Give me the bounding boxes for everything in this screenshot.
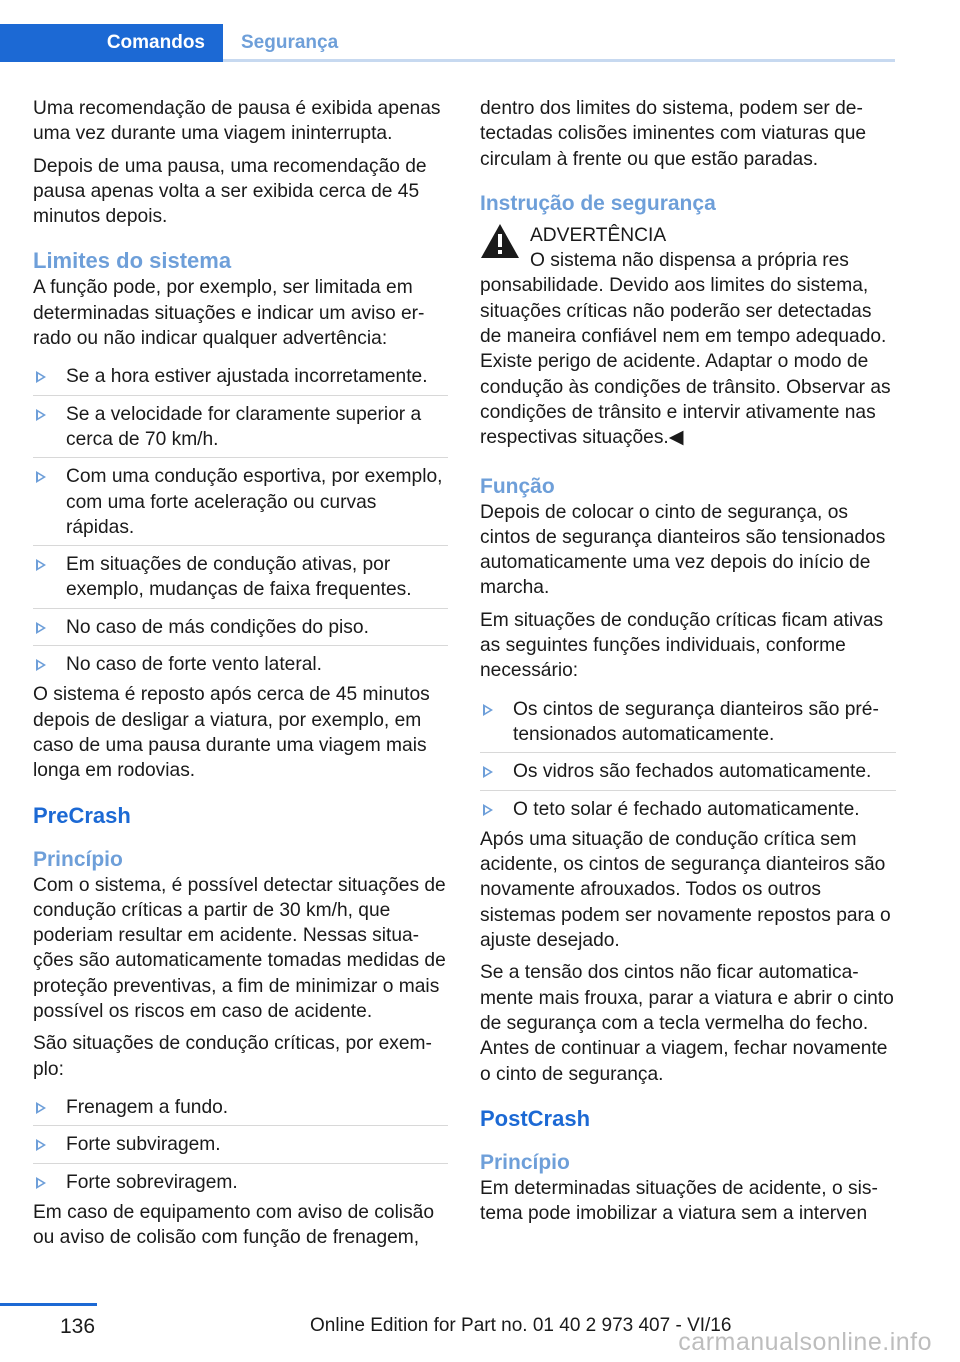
list-item: Com uma condução esportiva, por exemplo, com uma forte aceleração ou curvas rápidas. [33,457,448,545]
list-item: Forte subviragem. [33,1125,448,1162]
heading-principio: Princípio [480,1150,570,1174]
heading-precrash: PreCrash [33,802,131,828]
triangle-bullet-icon [36,1139,46,1151]
warning-line: O sistema não dispensa a própria res [530,250,849,272]
footer-edition: Online Edition for Part no. 01 40 2 973 407 - VI/16 [310,1315,732,1336]
paragraph: A função pode, por exemplo, ser limitada em determinadas situações e indicar um aviso errado ou não indicar qualquer advertência: [33,277,425,350]
footer-rule [0,1303,97,1306]
list-item: Frenagem a fundo. [33,1089,448,1125]
paragraph: Depois de colocar o cinto de segurança, os cintos de segurança dianteiros são tensionados automaticamente uma vez depois do início de marcha. [480,501,886,599]
right-column [480,96,896,1233]
bullet-list [480,691,896,827]
triangle-bullet-icon [36,659,46,671]
header-tabbar [0,24,895,62]
paragraph: Em situações de condução críticas ficam ativas as seguintes funções individuais, conforme necessário: [480,609,884,682]
triangle-bullet-icon [36,622,46,634]
watermark: carmanualsonline.info [678,1328,932,1356]
list-item: No caso de forte vento lateral. [33,645,448,682]
paragraph: Uma recomendação de pausa é exibida apenas uma vez durante uma viagem ininterrupta. [33,98,441,145]
paragraph: Se a tensão dos cintos não ficar automaticamente mais frouxa, parar a viatura e abrir o cinto de segurança com a tecla vermelha do fecho. Antes de continuar a viagem, fechar novamente o cinto de segurança. [480,962,894,1085]
list-item: No caso de más condições do piso. [33,608,448,645]
heading-instrucao: Instrução de segurança [480,191,716,215]
paragraph: Em determinadas situações de acidente, o sistema pode imobilizar a viatura sem a interven [480,1177,878,1225]
triangle-bullet-icon [483,766,493,778]
paragraph: O sistema é reposto após cerca de 45 minutos depois de desligar a viatura, por exemplo, em caso de uma pausa durante uma viagem mais longa em rodovias. [33,684,430,782]
list-item: O teto solar é fechado automaticamente. [480,790,896,827]
triangle-bullet-icon [36,471,46,483]
heading-postcrash: PostCrash [480,1105,591,1131]
bullet-list [33,358,448,682]
triangle-bullet-icon [36,409,46,421]
list-item: Em situações de condução ativas, por exemplo, mudanças de faixa frequentes. [33,545,448,608]
triangle-bullet-icon [36,559,46,571]
tab-comandos[interactable]: Comandos [0,24,223,62]
bullet-list [33,1089,448,1200]
triangle-bullet-icon [483,704,493,716]
list-item: Os cintos de segurança dianteiros são pré-tensionados automaticamente. [480,691,896,753]
triangle-bullet-icon [36,371,46,383]
warning-title: ADVERTÊNCIA [530,224,667,246]
warning-body: ponsabilidade. Devido aos limites do sistema, situações críticas não poderão ser detectadas de maneira confiável nem em tempo adequado. Existe perigo de acidente. Adaptar o modo de condução às condições de trânsito. Observar as condições de trânsito e intervir ativamente nas respectivas situações.◀ [480,275,891,449]
triangle-bullet-icon [36,1177,46,1189]
page-number: 136 [60,1315,96,1338]
list-item: Forte sobreviragem. [33,1163,448,1200]
tab-seguranca[interactable]: Segurança [241,32,339,53]
paragraph: Com o sistema, é possível detectar situações de condução críticas a partir de 30 km/h, que poderiam resultar em acidente. Nessas situações são automaticamente tomadas medidas de proteção preventivas, a fim de minimizar o mais possível os riscos em caso de acidente. [33,874,446,1023]
heading-principio: Princípio [33,847,123,871]
list-item: Se a velocidade for claramente superior a cerca de 70 km/h. [33,395,448,458]
triangle-bullet-icon [483,804,493,816]
heading-funcao: Função [480,474,555,498]
paragraph: São situações de condução críticas, por exemplo: [33,1033,432,1080]
list-item: Se a hora estiver ajustada incorretamente. [33,358,448,394]
left-column [33,96,448,1257]
paragraph: Após uma situação de condução crítica sem acidente, os cintos de segurança dianteiros são novamente afrouxados. Todos os outros sistemas podem ser novamente repostos para o ajuste desejado. [480,828,891,952]
warning-box [480,217,896,451]
paragraph: Em caso de equipamento com aviso de colisão ou aviso de colisão com função de frenagem, [33,1201,435,1249]
tab-underline [223,59,895,62]
triangle-bullet-icon [36,1102,46,1114]
warning-triangle-icon [480,223,520,259]
paragraph: Depois de uma pausa, uma recomendação de pausa apenas volta a ser exibida cerca de 45 minutos depois. [33,155,427,228]
list-item: Os vidros são fechados automaticamente. [480,752,896,789]
paragraph: dentro dos limites do sistema, podem ser detectadas colisões iminentes com viaturas que circulam à frente ou que estão paradas. [480,98,867,170]
heading-limits: Limites do sistema [33,248,232,274]
